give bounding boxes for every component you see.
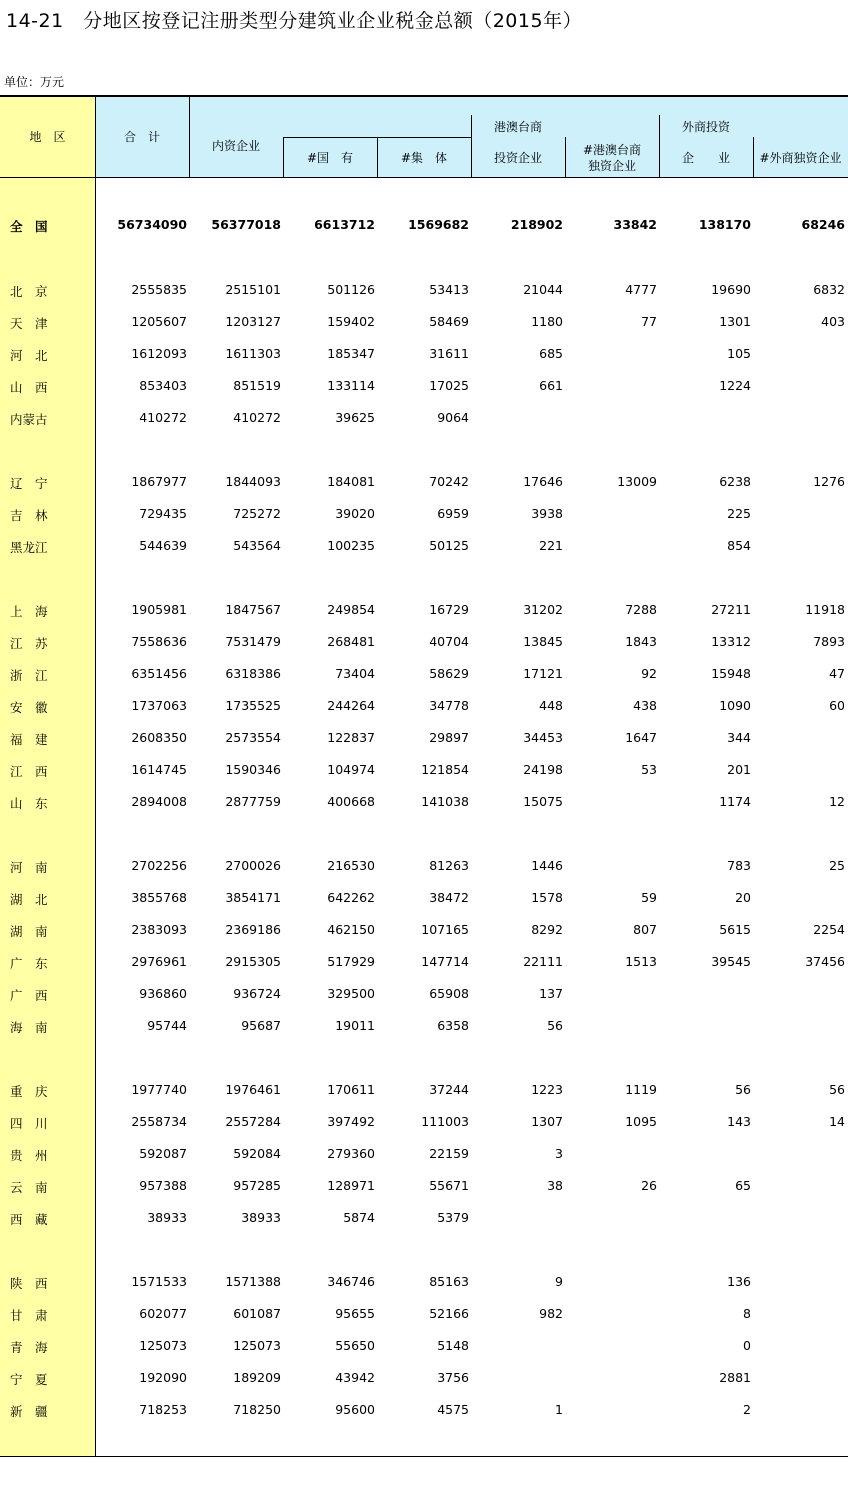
header-domestic: 内资企业 xyxy=(211,139,260,153)
table-cell: 105 xyxy=(727,346,751,361)
table-cell: 1737063 xyxy=(131,698,187,713)
table-cell: 1844093 xyxy=(225,474,281,489)
table-cell: 53413 xyxy=(429,282,469,297)
region-name: 全 国 xyxy=(10,219,48,234)
table-cell: 1 xyxy=(555,1402,563,1417)
table-cell: 543564 xyxy=(233,538,281,553)
table-cell: 1867977 xyxy=(131,474,187,489)
table-cell: 31611 xyxy=(429,346,469,361)
table-cell: 38 xyxy=(547,1178,563,1193)
table-cell: 936860 xyxy=(139,986,187,1001)
region-name: 浙 江 xyxy=(10,668,48,683)
table-cell: 410272 xyxy=(233,410,281,425)
header-hmt-group: 港澳台商 xyxy=(493,120,542,134)
table-cell: 56 xyxy=(547,1018,563,1033)
table-cell: 4777 xyxy=(625,282,657,297)
table-cell: 6318386 xyxy=(225,666,281,681)
table-cell: 24198 xyxy=(523,762,563,777)
header-hmt-sole-line2: 独资企业 xyxy=(587,159,636,173)
table-cell: 1976461 xyxy=(225,1082,281,1097)
table-cell: 55671 xyxy=(429,1178,469,1193)
table-cell: 2369186 xyxy=(225,922,281,937)
table-cell: 3854171 xyxy=(225,890,281,905)
table-cell: 133114 xyxy=(327,378,375,393)
table-cell: 448 xyxy=(539,698,563,713)
table-cell: 121854 xyxy=(421,762,469,777)
table-cell: 37244 xyxy=(429,1082,469,1097)
table-cell: 136 xyxy=(727,1274,751,1289)
region-name: 新 疆 xyxy=(10,1404,48,1419)
table-cell: 853403 xyxy=(139,378,187,393)
table-cell: 81263 xyxy=(429,858,469,873)
table-cell: 718250 xyxy=(233,1402,281,1417)
region-name: 江 苏 xyxy=(10,636,48,651)
region-name: 四 川 xyxy=(10,1116,48,1131)
table-cell: 22111 xyxy=(523,954,563,969)
table-cell: 397492 xyxy=(327,1114,375,1129)
table-cell: 107165 xyxy=(421,922,469,937)
region-name: 甘 肃 xyxy=(10,1308,48,1323)
table-cell: 1578 xyxy=(531,890,563,905)
table-cell: 6358 xyxy=(437,1018,469,1033)
table-cell: 344 xyxy=(727,730,751,745)
table-cell: 2915305 xyxy=(225,954,281,969)
table-cell: 8 xyxy=(743,1306,751,1321)
table-cell: 1905981 xyxy=(131,602,187,617)
table-cell: 1301 xyxy=(719,314,751,329)
table-cell: 279360 xyxy=(327,1146,375,1161)
table-cell: 52166 xyxy=(429,1306,469,1321)
table-cell: 77 xyxy=(641,314,657,329)
table-cell: 517929 xyxy=(327,954,375,969)
table-cell: 65908 xyxy=(429,986,469,1001)
table-cell: 73404 xyxy=(335,666,375,681)
region-name: 湖 北 xyxy=(10,892,48,907)
table-cell: 13845 xyxy=(523,634,563,649)
table-cell: 244264 xyxy=(327,698,375,713)
table-cell: 403 xyxy=(821,314,845,329)
table-cell: 6613712 xyxy=(314,217,375,232)
table-cell: 56734090 xyxy=(117,217,187,232)
table-cell: 104974 xyxy=(327,762,375,777)
table-cell: 2608350 xyxy=(131,730,187,745)
region-name: 山 西 xyxy=(10,380,48,395)
table-cell: 34778 xyxy=(429,698,469,713)
table-cell: 851519 xyxy=(233,378,281,393)
table-cell: 65 xyxy=(735,1178,751,1193)
table-cell: 143 xyxy=(727,1114,751,1129)
table-cell: 59 xyxy=(641,890,657,905)
table-cell: 31202 xyxy=(523,602,563,617)
table-cell: 2555835 xyxy=(131,282,187,297)
table-cell: 7288 xyxy=(625,602,657,617)
table-cell: 58469 xyxy=(429,314,469,329)
region-name: 北 京 xyxy=(10,284,48,299)
table-cell: 642262 xyxy=(327,890,375,905)
table-cell: 11918 xyxy=(805,602,845,617)
header-divider xyxy=(189,97,190,178)
table-cell: 2976961 xyxy=(131,954,187,969)
region-name: 陕 西 xyxy=(10,1276,48,1291)
table-cell: 128971 xyxy=(327,1178,375,1193)
table-cell: 2254 xyxy=(813,922,845,937)
table-cell: 50125 xyxy=(429,538,469,553)
table-cell: 17025 xyxy=(429,378,469,393)
table-cell: 957285 xyxy=(233,1178,281,1193)
table-cell: 218902 xyxy=(510,217,563,232)
table-cell: 13312 xyxy=(711,634,751,649)
region-name: 吉 林 xyxy=(10,508,48,523)
table-cell: 17121 xyxy=(523,666,563,681)
table-cell: 1612093 xyxy=(131,346,187,361)
table-cell: 1513 xyxy=(625,954,657,969)
table-cell: 661 xyxy=(539,378,563,393)
table-cell: 8292 xyxy=(531,922,563,937)
table-cell: 2702256 xyxy=(131,858,187,873)
table-cell: 7558636 xyxy=(131,634,187,649)
table-cell: 125073 xyxy=(233,1338,281,1353)
table-cell: 225 xyxy=(727,506,751,521)
table-cell: 2881 xyxy=(719,1370,751,1385)
table-cell: 216530 xyxy=(327,858,375,873)
table-cell: 3938 xyxy=(531,506,563,521)
table-cell: 141038 xyxy=(421,794,469,809)
table-cell: 1647 xyxy=(625,730,657,745)
table-cell: 1090 xyxy=(719,698,751,713)
table-cell: 25 xyxy=(829,858,845,873)
page-title: 14-21 分地区按登记注册类型分建筑业企业税金总额（2015年） xyxy=(6,10,583,32)
table-cell: 56 xyxy=(829,1082,845,1097)
table-cell: 982 xyxy=(539,1306,563,1321)
header-foreign-group: 外商投资 xyxy=(681,120,730,134)
table-cell: 43942 xyxy=(335,1370,375,1385)
region-name: 天 津 xyxy=(10,316,48,331)
table-cell: 5148 xyxy=(437,1338,469,1353)
table-cell: 5615 xyxy=(719,922,751,937)
table-cell: 2 xyxy=(743,1402,751,1417)
table-top-border xyxy=(0,95,848,97)
table-cell: 60 xyxy=(829,698,845,713)
table-cell: 268481 xyxy=(327,634,375,649)
table-cell: 185347 xyxy=(327,346,375,361)
region-name: 海 南 xyxy=(10,1020,48,1035)
table-cell: 95744 xyxy=(147,1018,187,1033)
table-cell: 95687 xyxy=(241,1018,281,1033)
unit-label: 单位：万元 xyxy=(4,75,65,89)
table-cell: 56377018 xyxy=(211,217,281,232)
table-cell: 1571388 xyxy=(225,1274,281,1289)
table-cell: 544639 xyxy=(139,538,187,553)
table-cell: 1843 xyxy=(625,634,657,649)
table-cell: 1223 xyxy=(531,1082,563,1097)
header-hmt-sole-line1: #港澳台商 xyxy=(582,143,642,157)
table-cell: 438 xyxy=(633,698,657,713)
table-cell: 6238 xyxy=(719,474,751,489)
table-cell: 329500 xyxy=(327,986,375,1001)
table-cell: 1569682 xyxy=(408,217,469,232)
table-cell: 15948 xyxy=(711,666,751,681)
table-cell: 192090 xyxy=(139,1370,187,1385)
table-cell: 189209 xyxy=(233,1370,281,1385)
region-name: 宁 夏 xyxy=(10,1372,48,1387)
table-cell: 1095 xyxy=(625,1114,657,1129)
table-cell: 6832 xyxy=(813,282,845,297)
table-cell: 221 xyxy=(539,538,563,553)
table-cell: 685 xyxy=(539,346,563,361)
table-cell: 47 xyxy=(829,666,845,681)
table-cell: 38933 xyxy=(241,1210,281,1225)
table-cell: 725272 xyxy=(233,506,281,521)
table-cell: 100235 xyxy=(327,538,375,553)
table-cell: 201 xyxy=(727,762,751,777)
table-cell: 1276 xyxy=(813,474,845,489)
table-cell: 13009 xyxy=(617,474,657,489)
table-cell: 20 xyxy=(735,890,751,905)
table-cell: 95655 xyxy=(335,1306,375,1321)
table-cell: 410272 xyxy=(139,410,187,425)
header-state-owned: #国 有 xyxy=(306,151,354,165)
header-foreign-sole: #外商独资企业 xyxy=(759,151,842,165)
table-cell: 1307 xyxy=(531,1114,563,1129)
header-hmt-invest: 投资企业 xyxy=(493,151,542,165)
table-cell: 1224 xyxy=(719,378,751,393)
header-region: 地 区 xyxy=(29,130,66,144)
table-cell: 92 xyxy=(641,666,657,681)
table-cell: 125073 xyxy=(139,1338,187,1353)
region-name: 内蒙古 xyxy=(10,412,48,427)
table-cell: 39625 xyxy=(335,410,375,425)
table-cell: 16729 xyxy=(429,602,469,617)
table-cell: 400668 xyxy=(327,794,375,809)
table-cell: 807 xyxy=(633,922,657,937)
table-cell: 1174 xyxy=(719,794,751,809)
header-bottom-border xyxy=(0,177,848,178)
table-cell: 147714 xyxy=(421,954,469,969)
table-cell: 6351456 xyxy=(131,666,187,681)
table-cell: 22159 xyxy=(429,1146,469,1161)
table-cell: 1735525 xyxy=(225,698,281,713)
table-cell: 19011 xyxy=(335,1018,375,1033)
table-cell: 15075 xyxy=(523,794,563,809)
table-cell: 462150 xyxy=(327,922,375,937)
table-cell: 1180 xyxy=(531,314,563,329)
header-collective: #集 体 xyxy=(400,151,448,165)
region-name: 安 徽 xyxy=(10,700,48,715)
region-name: 西 藏 xyxy=(10,1212,48,1227)
table-cell: 1205607 xyxy=(131,314,187,329)
table-cell: 138170 xyxy=(698,217,751,232)
table-cell: 55650 xyxy=(335,1338,375,1353)
table-cell: 854 xyxy=(727,538,751,553)
table-cell: 21044 xyxy=(523,282,563,297)
region-name: 上 海 xyxy=(10,604,48,619)
table-cell: 33842 xyxy=(613,217,657,232)
region-name: 河 北 xyxy=(10,348,48,363)
table-cell: 7893 xyxy=(813,634,845,649)
region-name: 重 庆 xyxy=(10,1084,48,1099)
table-cell: 3 xyxy=(555,1146,563,1161)
table-cell: 9 xyxy=(555,1274,563,1289)
table-cell: 1847567 xyxy=(225,602,281,617)
table-bottom-border xyxy=(0,1456,848,1457)
table-cell: 159402 xyxy=(327,314,375,329)
table-cell: 37456 xyxy=(805,954,845,969)
table-cell: 38933 xyxy=(147,1210,187,1225)
region-column-divider xyxy=(95,97,96,1457)
table-cell: 6959 xyxy=(437,506,469,521)
table-cell: 1590346 xyxy=(225,762,281,777)
table-cell: 729435 xyxy=(139,506,187,521)
region-name: 青 海 xyxy=(10,1340,48,1355)
table-cell: 592084 xyxy=(233,1146,281,1161)
table-cell: 2573554 xyxy=(225,730,281,745)
table-cell: 1611303 xyxy=(225,346,281,361)
table-cell: 39545 xyxy=(711,954,751,969)
table-cell: 2515101 xyxy=(225,282,281,297)
region-name: 江 西 xyxy=(10,764,48,779)
table-cell: 592087 xyxy=(139,1146,187,1161)
region-name: 福 建 xyxy=(10,732,48,747)
table-cell: 27211 xyxy=(711,602,751,617)
table-cell: 936724 xyxy=(233,986,281,1001)
table-cell: 2557284 xyxy=(225,1114,281,1129)
region-name: 黑龙江 xyxy=(10,540,48,555)
table-cell: 501126 xyxy=(327,282,375,297)
table-cell: 39020 xyxy=(335,506,375,521)
table-cell: 2700026 xyxy=(225,858,281,873)
table-cell: 26 xyxy=(641,1178,657,1193)
table-cell: 53 xyxy=(641,762,657,777)
table-cell: 14 xyxy=(829,1114,845,1129)
table-cell: 1203127 xyxy=(225,314,281,329)
region-name: 山 东 xyxy=(10,796,48,811)
table-cell: 0 xyxy=(743,1338,751,1353)
table-cell: 29897 xyxy=(429,730,469,745)
table-cell: 12 xyxy=(829,794,845,809)
table-cell: 2383093 xyxy=(131,922,187,937)
region-name: 广 东 xyxy=(10,956,48,971)
table-cell: 3855768 xyxy=(131,890,187,905)
table-cell: 122837 xyxy=(327,730,375,745)
table-cell: 5379 xyxy=(437,1210,469,1225)
table-cell: 602077 xyxy=(139,1306,187,1321)
header-total: 合 计 xyxy=(123,130,160,144)
region-name: 辽 宁 xyxy=(10,476,48,491)
region-name: 贵 州 xyxy=(10,1148,48,1163)
table-cell: 56 xyxy=(735,1082,751,1097)
table-cell: 170611 xyxy=(327,1082,375,1097)
region-name: 湖 南 xyxy=(10,924,48,939)
table-cell: 718253 xyxy=(139,1402,187,1417)
table-cell: 111003 xyxy=(421,1114,469,1129)
table-cell: 68246 xyxy=(801,217,845,232)
table-cell: 346746 xyxy=(327,1274,375,1289)
table-cell: 184081 xyxy=(327,474,375,489)
table-cell: 58629 xyxy=(429,666,469,681)
table-cell: 1446 xyxy=(531,858,563,873)
table-cell: 3756 xyxy=(437,1370,469,1385)
table-cell: 38472 xyxy=(429,890,469,905)
table-cell: 2894008 xyxy=(131,794,187,809)
table-cell: 70242 xyxy=(429,474,469,489)
table-cell: 249854 xyxy=(327,602,375,617)
table-cell: 4575 xyxy=(437,1402,469,1417)
table-cell: 137 xyxy=(539,986,563,1001)
table-cell: 95600 xyxy=(335,1402,375,1417)
table-cell: 1571533 xyxy=(131,1274,187,1289)
region-name: 云 南 xyxy=(10,1180,48,1195)
table-cell: 783 xyxy=(727,858,751,873)
table-cell: 601087 xyxy=(233,1306,281,1321)
table-cell: 19690 xyxy=(711,282,751,297)
table-cell: 957388 xyxy=(139,1178,187,1193)
table-cell: 7531479 xyxy=(225,634,281,649)
table-cell: 40704 xyxy=(429,634,469,649)
table-cell: 2877759 xyxy=(225,794,281,809)
region-name: 广 西 xyxy=(10,988,48,1003)
table-cell: 1614745 xyxy=(131,762,187,777)
table-cell: 85163 xyxy=(429,1274,469,1289)
region-name: 河 南 xyxy=(10,860,48,875)
table-cell: 34453 xyxy=(523,730,563,745)
table-cell: 17646 xyxy=(523,474,563,489)
table-cell: 1119 xyxy=(625,1082,657,1097)
header-foreign-invest: 企 业 xyxy=(681,151,730,165)
table-cell: 9064 xyxy=(437,410,469,425)
table-cell: 5874 xyxy=(343,1210,375,1225)
table-cell: 1977740 xyxy=(131,1082,187,1097)
table-cell: 2558734 xyxy=(131,1114,187,1129)
